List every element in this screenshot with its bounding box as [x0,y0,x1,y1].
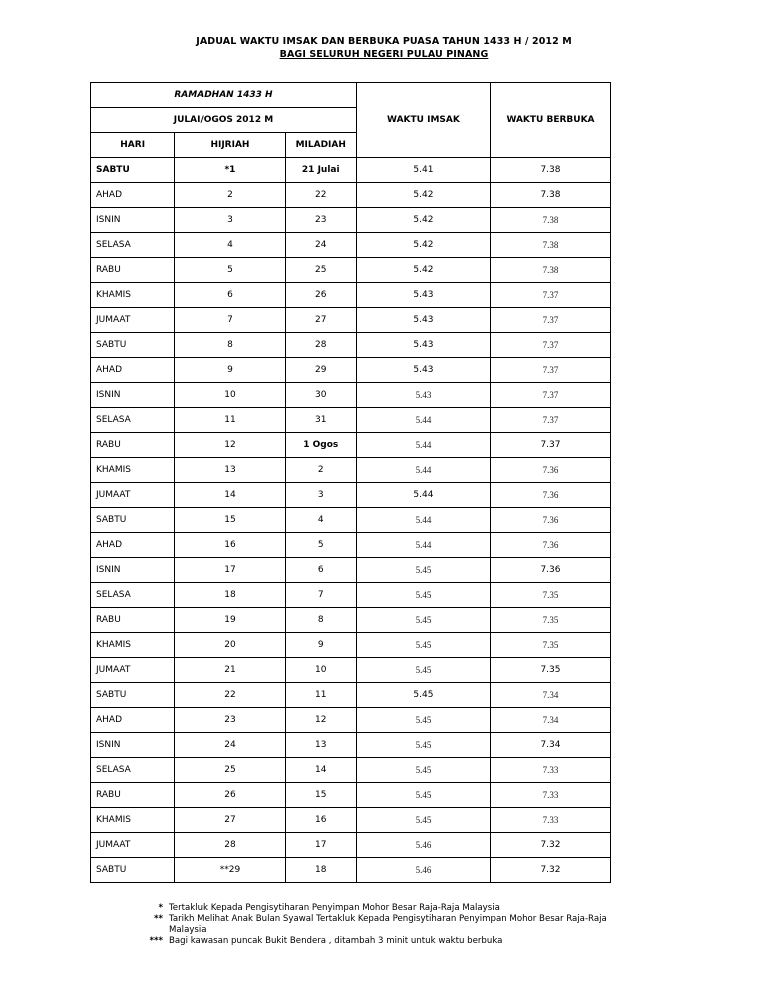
miladiah-cell: 9 [285,633,356,658]
berbuka-cell: 7.38 [490,258,610,283]
day-cell: RABU [91,608,175,633]
miladiah-cell: 31 [285,408,356,433]
table-row [91,608,611,633]
document-subtitle: BAGI SELURUH NEGERI PULAU PINANG [279,49,489,60]
berbuka-cell: 7.36 [490,483,610,508]
hijriah-cell: 13 [175,458,285,483]
imsak-cell: 5.45 [356,608,490,633]
berbuka-cell: 7.33 [490,808,610,833]
miladiah-cell: 10 [285,658,356,683]
imsak-cell: 5.43 [356,383,490,408]
day-cell: ISNIN [91,383,175,408]
table-row [91,408,611,433]
hijriah-cell: 8 [175,333,285,358]
imsak-cell: 5.42 [356,258,490,283]
table-row [91,758,611,783]
imsak-cell: 5.44 [356,483,490,508]
imsak-cell: 5.45 [356,783,490,808]
day-cell: JUMAAT [91,483,175,508]
miladiah-cell: 8 [285,608,356,633]
miladiah-cell: 16 [285,808,356,833]
table-row [91,258,611,283]
table-row [91,208,611,233]
hijriah-cell: 2 [175,183,285,208]
hijriah-cell: 22 [175,683,285,708]
berbuka-cell: 7.37 [490,408,610,433]
imsak-cell: 5.45 [356,758,490,783]
berbuka-column-header: WAKTU BERBUKA [490,83,610,158]
hijriah-cell: 20 [175,633,285,658]
berbuka-cell: 7.34 [490,683,610,708]
day-cell: SABTU [91,158,175,183]
miladiah-cell: 6 [285,558,356,583]
table-row [91,583,611,608]
imsak-cell: 5.42 [356,233,490,258]
hijriah-cell: 12 [175,433,285,458]
miladiah-cell: 12 [285,708,356,733]
hijriah-cell: 11 [175,408,285,433]
day-cell: AHAD [91,533,175,558]
month-header: JULAI/OGOS 2012 M [91,108,357,133]
hijriah-cell: 10 [175,383,285,408]
imsak-cell: 5.43 [356,283,490,308]
hijriah-cell: 9 [175,358,285,383]
imsak-cell: 5.45 [356,583,490,608]
berbuka-cell: 7.34 [490,733,610,758]
footnote [128,936,629,947]
berbuka-cell: 7.37 [490,308,610,333]
miladiah-cell: 21 Julai [285,158,356,183]
day-cell: SELASA [91,758,175,783]
berbuka-cell: 7.36 [490,508,610,533]
berbuka-cell: 7.33 [490,758,610,783]
table-row [91,683,611,708]
imsak-cell: 5.41 [356,158,490,183]
day-cell: KHAMIS [91,283,175,308]
footnote-text: Tertakluk Kepada Pengisytiharan Penyimpan Mohor Besar Raja-Raja Malaysia [169,903,500,913]
hijriah-cell: 28 [175,833,285,858]
table-row [91,283,611,308]
miladiah-cell: 24 [285,233,356,258]
miladiah-cell: 7 [285,583,356,608]
berbuka-cell: 7.37 [490,333,610,358]
day-cell: AHAD [91,358,175,383]
imsak-cell: 5.43 [356,308,490,333]
hijriah-cell: 14 [175,483,285,508]
hijriah-cell: 24 [175,733,285,758]
berbuka-cell: 7.37 [490,358,610,383]
imsak-cell: 5.42 [356,183,490,208]
table-row [91,233,611,258]
table-row [91,483,611,508]
table-row [91,433,611,458]
day-cell: SELASA [91,408,175,433]
miladiah-column-header: MILADIAH [285,133,356,158]
day-cell: RABU [91,783,175,808]
imsak-cell: 5.45 [356,658,490,683]
miladiah-cell: 11 [285,683,356,708]
footnote [128,903,629,914]
miladiah-cell: 27 [285,308,356,333]
miladiah-cell: 23 [285,208,356,233]
day-cell: JUMAAT [91,658,175,683]
berbuka-cell: 7.37 [490,283,610,308]
hijriah-cell: 3 [175,208,285,233]
miladiah-cell: 15 [285,783,356,808]
miladiah-cell: 5 [285,533,356,558]
berbuka-cell: 7.38 [490,233,610,258]
hijriah-cell: 4 [175,233,285,258]
day-cell: KHAMIS [91,808,175,833]
berbuka-cell: 7.32 [490,833,610,858]
table-row [91,808,611,833]
schedule-table [90,82,611,883]
imsak-cell: 5.44 [356,508,490,533]
imsak-column-header: WAKTU IMSAK [356,83,490,158]
miladiah-cell: 22 [285,183,356,208]
hijriah-cell: 27 [175,808,285,833]
hari-column-header: HARI [91,133,175,158]
hijriah-cell: 25 [175,758,285,783]
imsak-cell: 5.44 [356,458,490,483]
day-cell: KHAMIS [91,458,175,483]
hijriah-cell: 23 [175,708,285,733]
miladiah-cell: 14 [285,758,356,783]
imsak-cell: 5.43 [356,333,490,358]
berbuka-cell: 7.36 [490,533,610,558]
hijriah-cell: *1 [175,158,285,183]
hijriah-cell: 6 [175,283,285,308]
miladiah-cell: 30 [285,383,356,408]
hijriah-cell: 26 [175,783,285,808]
hijriah-cell: 5 [175,258,285,283]
miladiah-cell: 13 [285,733,356,758]
table-row [91,658,611,683]
table-row [91,383,611,408]
hijriah-cell: 17 [175,558,285,583]
imsak-cell: 5.44 [356,408,490,433]
imsak-cell: 5.44 [356,533,490,558]
day-cell: JUMAAT [91,308,175,333]
miladiah-cell: 26 [285,283,356,308]
day-cell: RABU [91,258,175,283]
day-cell: ISNIN [91,733,175,758]
imsak-cell: 5.46 [356,833,490,858]
table-row [91,833,611,858]
imsak-cell: 5.45 [356,733,490,758]
miladiah-cell: 2 [285,458,356,483]
day-cell: ISNIN [91,558,175,583]
berbuka-cell: 7.35 [490,608,610,633]
table-row [91,333,611,358]
berbuka-cell: 7.33 [490,783,610,808]
berbuka-cell: 7.34 [490,708,610,733]
imsak-cell: 5.45 [356,558,490,583]
footnotes [128,903,629,947]
hijriah-cell: 19 [175,608,285,633]
table-row [91,733,611,758]
table-row [91,858,611,883]
imsak-cell: 5.46 [356,858,490,883]
berbuka-cell: 7.32 [490,858,610,883]
imsak-cell: 5.45 [356,683,490,708]
miladiah-cell: 1 Ogos [285,433,356,458]
hijriah-cell: 16 [175,533,285,558]
miladiah-cell: 17 [285,833,356,858]
berbuka-cell: 7.36 [490,458,610,483]
berbuka-cell: 7.36 [490,558,610,583]
day-cell: KHAMIS [91,633,175,658]
ramadhan-header: RAMADHAN 1433 H [91,83,357,108]
hijriah-cell: 7 [175,308,285,333]
day-cell: SELASA [91,233,175,258]
table-row [91,308,611,333]
day-cell: JUMAAT [91,833,175,858]
miladiah-cell: 18 [285,858,356,883]
day-cell: AHAD [91,708,175,733]
table-row [91,633,611,658]
hijriah-cell: 18 [175,583,285,608]
table-row [91,358,611,383]
miladiah-cell: 3 [285,483,356,508]
berbuka-cell: 7.38 [490,208,610,233]
footnote [128,914,629,936]
berbuka-cell: 7.35 [490,658,610,683]
table-row [91,558,611,583]
berbuka-cell: 7.35 [490,583,610,608]
day-cell: SABTU [91,683,175,708]
day-cell: SABTU [91,333,175,358]
miladiah-cell: 28 [285,333,356,358]
day-cell: SABTU [91,858,175,883]
imsak-cell: 5.45 [356,708,490,733]
footnote-mark: *** [149,936,163,946]
imsak-cell: 5.44 [356,433,490,458]
day-cell: AHAD [91,183,175,208]
day-cell: ISNIN [91,208,175,233]
berbuka-cell: 7.38 [490,183,610,208]
berbuka-cell: 7.38 [490,158,610,183]
table-row [91,458,611,483]
imsak-cell: 5.45 [356,808,490,833]
footnote-mark: ** [154,914,163,924]
table-row [91,158,611,183]
imsak-cell: 5.43 [356,358,490,383]
miladiah-cell: 29 [285,358,356,383]
miladiah-cell: 25 [285,258,356,283]
day-cell: RABU [91,433,175,458]
table-row [91,708,611,733]
miladiah-cell: 4 [285,508,356,533]
header-row-ramadhan [91,83,611,108]
berbuka-cell: 7.37 [490,383,610,408]
document-title: JADUAL WAKTU IMSAK DAN BERBUKA PUASA TAHUN 1433 H / 2012 M [196,36,572,47]
table-row [91,533,611,558]
table-row [91,783,611,808]
hijriah-cell: 15 [175,508,285,533]
footnote-mark: * [158,903,163,913]
hijriah-cell: **29 [175,858,285,883]
imsak-cell: 5.45 [356,633,490,658]
day-cell: SABTU [91,508,175,533]
hijriah-cell: 21 [175,658,285,683]
day-cell: SELASA [91,583,175,608]
footnote-text: Tarikh Melihat Anak Bulan Syawal Tertakluk Kepada Pengisytiharan Penyimpan Mohor Besar Raja-Raja Malaysia [169,914,607,935]
hijriah-column-header: HIJRIAH [175,133,285,158]
footnote-text: Bagi kawasan puncak Bukit Bendera , ditambah 3 minit untuk waktu berbuka [169,936,503,946]
berbuka-cell: 7.37 [490,433,610,458]
imsak-cell: 5.42 [356,208,490,233]
table-row [91,508,611,533]
berbuka-cell: 7.35 [490,633,610,658]
table-row [91,183,611,208]
